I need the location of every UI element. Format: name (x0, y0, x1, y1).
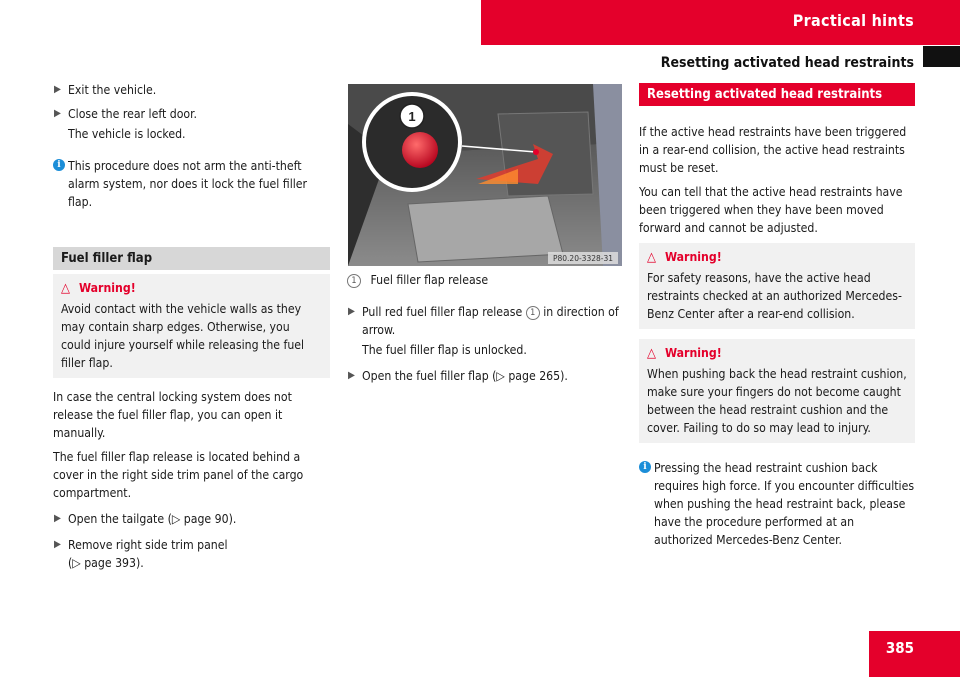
warning-box-safety (639, 243, 915, 329)
step-arrow-icon: ▶ (54, 513, 61, 524)
warning-text: When pushing back the head restraint cushion, make sure your fingers do not become caught between the head restraint cushion and the cover. Failing to do so may lead to injury. (647, 367, 907, 435)
column-middle (347, 271, 622, 391)
section-title: Practical hints (792, 11, 914, 30)
callout-number-icon: 1 (347, 274, 361, 288)
result-locked: The vehicle is locked. (68, 127, 186, 141)
paragraph-release-location: The fuel filler flap release is located behind a cover in the right side trim panel of the cargo compartment. (53, 450, 304, 500)
warning-label: Warning! (79, 281, 136, 295)
thumb-tab (923, 46, 960, 67)
step-pull-release: ▶ Pull red fuel filler flap release 1 in direction of arrow. (348, 305, 619, 337)
paragraph-how-to-tell: You can tell that the active head restraints have been triggered when they have been moved forward and cannot be adjusted. (639, 185, 903, 235)
warning-text: Avoid contact with the vehicle walls as they may contain sharp edges. Otherwise, you could injure yourself while releasing the fuel filler flap. (61, 302, 305, 370)
warning-text: For safety reasons, have the active head restraints checked at an authorized Mercedes-Benz Center after a rear-end collision. (647, 271, 902, 321)
page-number: 385 (885, 639, 914, 657)
column-left (53, 81, 330, 578)
step-arrow-icon: ▶ (54, 84, 61, 95)
warning-box-fuel (53, 274, 330, 378)
photo-reference: P80.20-3328-31 (552, 254, 614, 263)
warning-label: Warning! (665, 346, 722, 360)
column-right (639, 83, 915, 555)
step-remove-trim: ▶ Remove right side trim panel (▷ page 393). (54, 538, 228, 570)
step-close-door: ▶ Close the rear left door. (54, 107, 197, 121)
cargo-photo (348, 84, 622, 266)
paragraph-triggered: If the active head restraints have been triggered in a rear-end collision, the active head restraints must be reset. (639, 125, 907, 175)
warning-box-fingers (639, 339, 915, 443)
callout-number-icon: 1 (526, 306, 540, 320)
cargo-illustration (348, 84, 622, 266)
page-number-box (869, 631, 960, 677)
info-note-alarm: i This procedure does not arm the anti-theft alarm system, nor does it lock the fuel filler flap. (53, 157, 330, 211)
info-icon: i (639, 461, 651, 473)
paragraph-manual-release: In case the central locking system does not release the fuel filler flap, you can open it manually. (53, 390, 292, 440)
info-icon: i (53, 159, 65, 171)
photo-callout-label: 1 (408, 109, 416, 124)
warning-triangle-icon: △ (61, 281, 70, 296)
head-restraints-heading: Resetting activated head restraints (639, 83, 915, 106)
warning-triangle-icon: △ (647, 346, 656, 361)
result-unlocked: The fuel filler flap is unlocked. (362, 343, 527, 357)
step-exit: ▶ Exit the vehicle. (54, 83, 157, 97)
step-open-flap: ▶ Open the fuel filler flap (▷ page 265). (348, 369, 568, 383)
step-arrow-icon: ▶ (54, 108, 61, 119)
step-arrow-icon: ▶ (348, 306, 355, 317)
page-subtitle: Resetting activated head restraints (660, 55, 914, 71)
warning-triangle-icon: △ (647, 250, 656, 265)
step-arrow-icon: ▶ (54, 539, 61, 550)
fuel-section-heading: Fuel filler flap (53, 247, 330, 270)
info-note-high-force: i Pressing the head restraint cushion back requires high force. If you encounter difficulties when pushing the head restraint back, please have the procedure performed at an authorized Mercedes-Benz Center. (639, 459, 915, 549)
step-open-tailgate: ▶ Open the tailgate (▷ page 90). (54, 512, 237, 526)
warning-label: Warning! (665, 250, 722, 264)
photo-caption: 1 Fuel filler flap release (347, 271, 622, 289)
step-arrow-icon: ▶ (348, 370, 355, 381)
